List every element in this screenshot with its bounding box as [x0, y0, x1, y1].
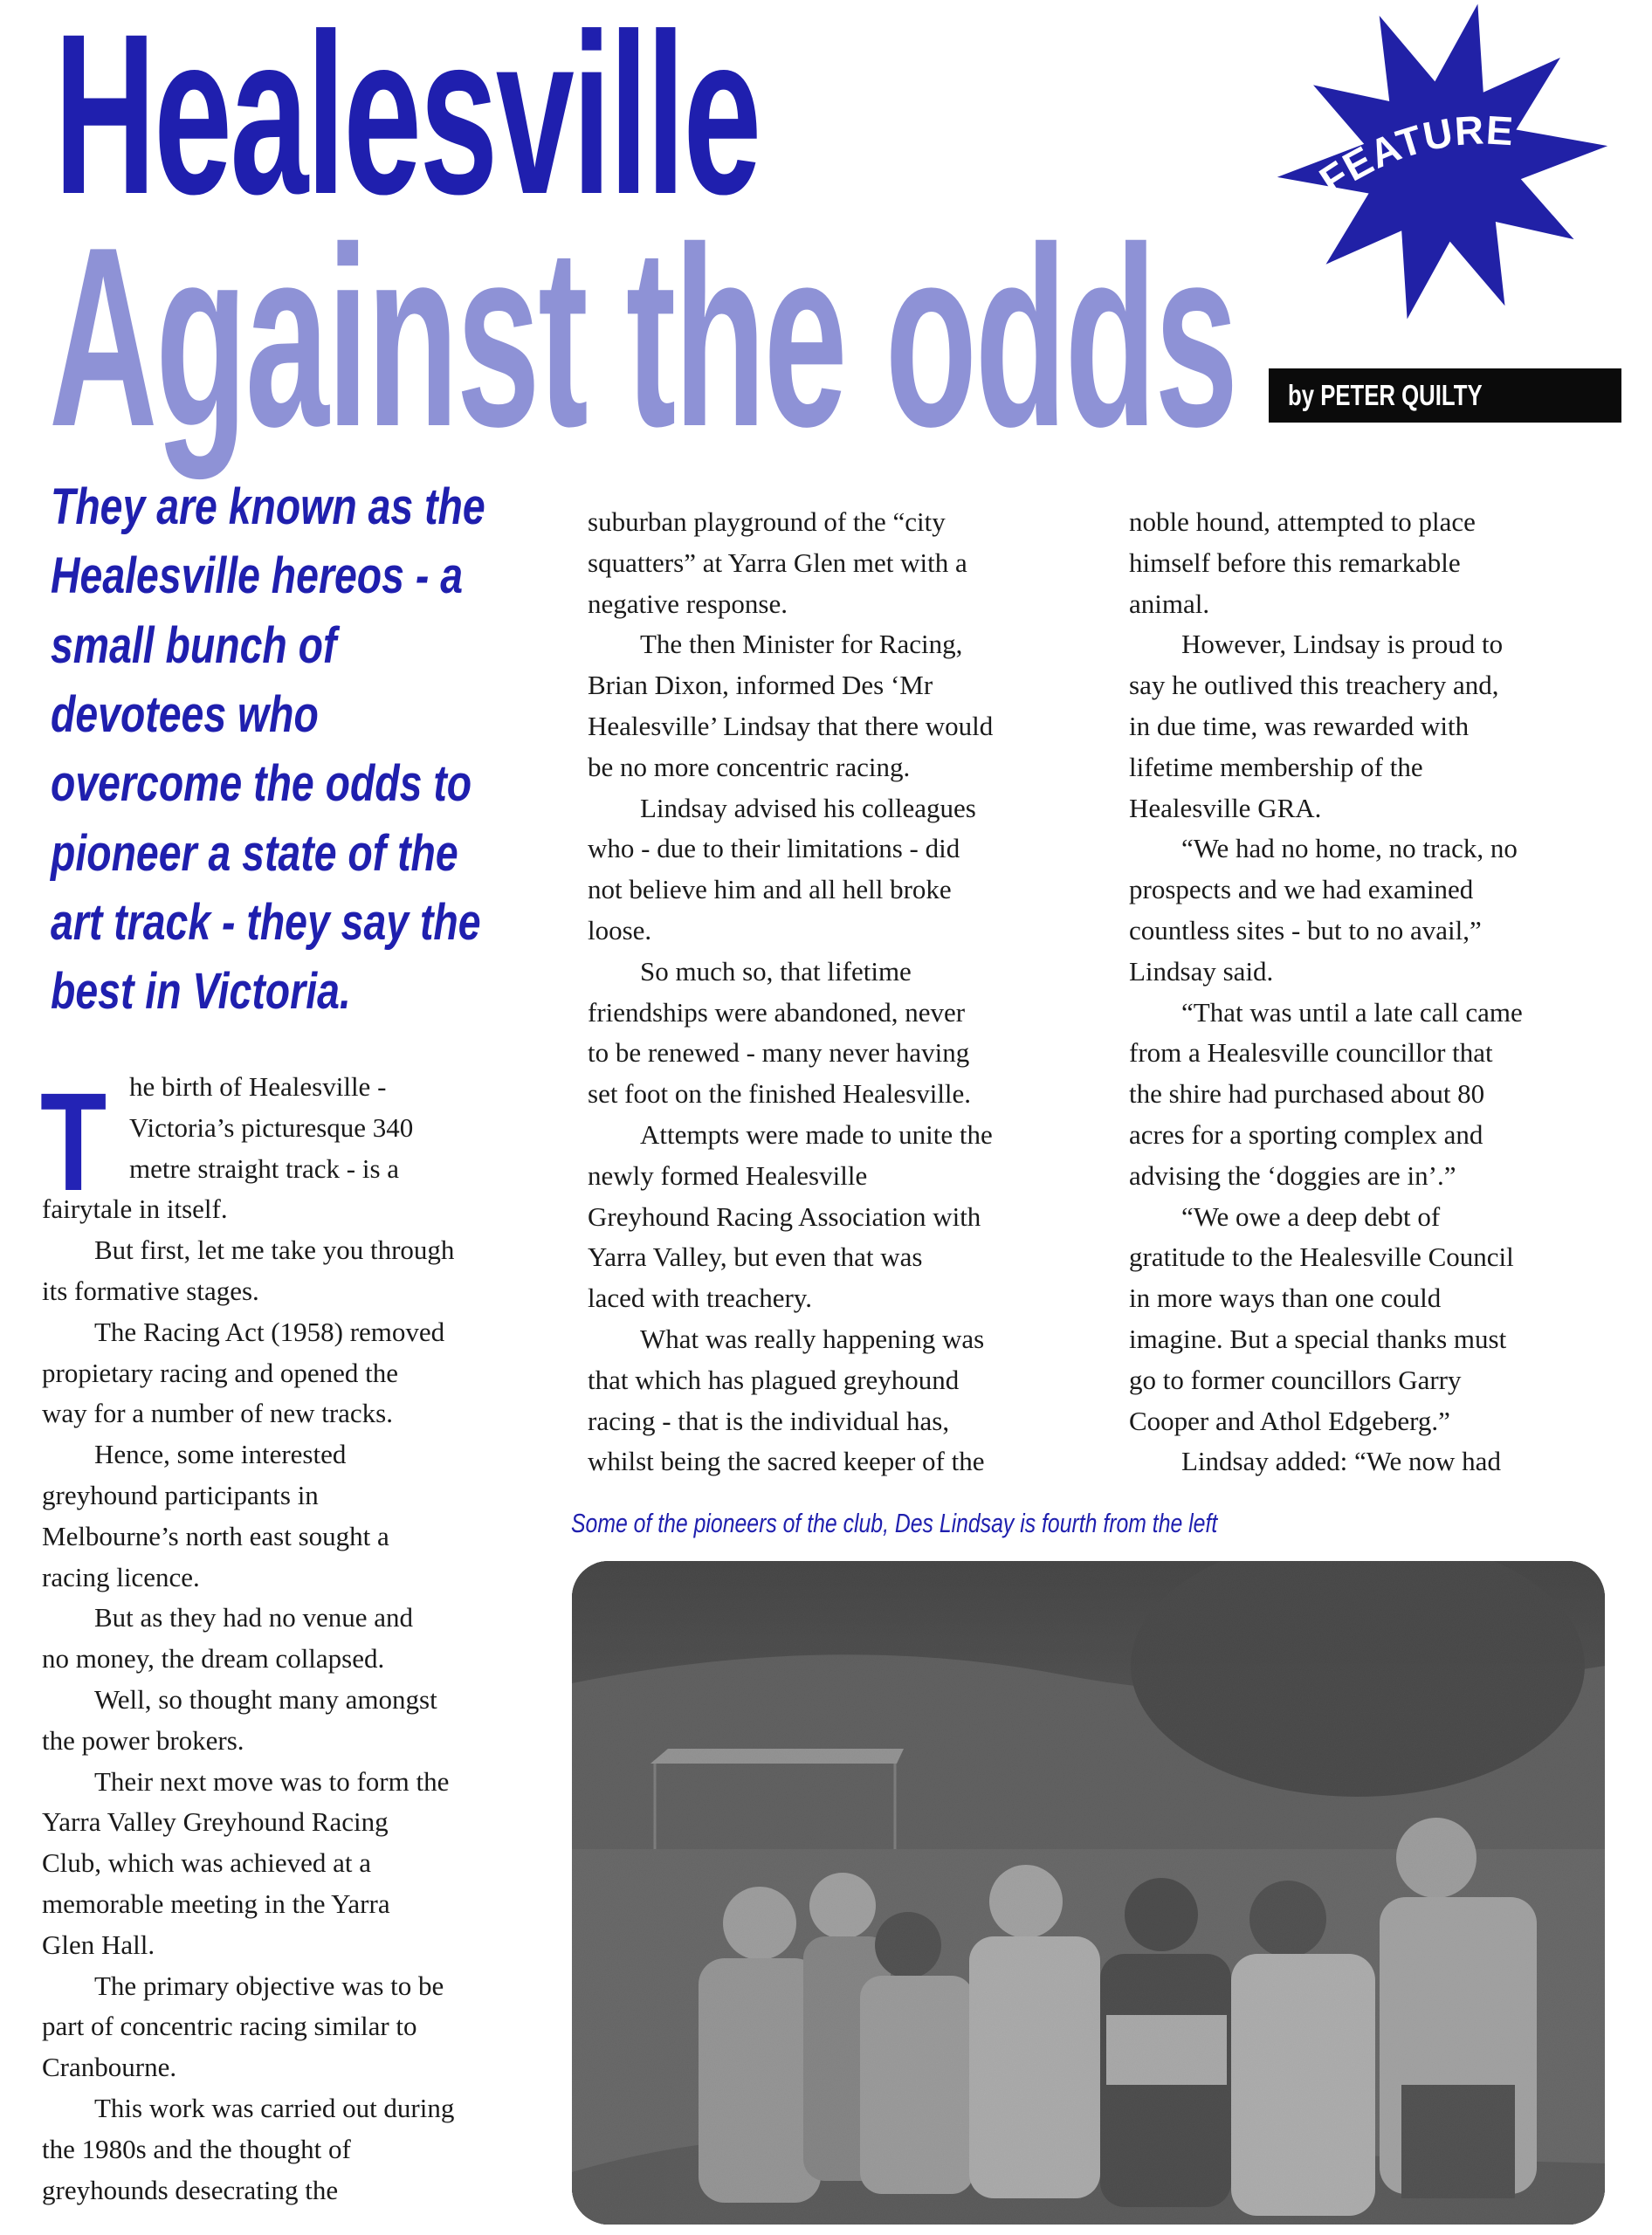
body-text-line: propietary racing and opened the [42, 1357, 398, 1388]
body-text-line: imagine. But a special thanks must [1129, 1324, 1507, 1354]
body-text-line: friendships were abandoned, never [588, 996, 966, 1028]
body-text-line: Brian Dixon, informed Des ‘Mr [588, 670, 933, 701]
body-text-line: acres for a sporting complex and [1129, 1119, 1483, 1150]
body-text-line: Lindsay added: “We now had [1181, 1446, 1501, 1477]
body-text-line: prospects and we had examined [1129, 874, 1474, 905]
body-text-line: go to former councillors Garry [1129, 1364, 1462, 1395]
body-text-line: loose. [588, 915, 652, 946]
drop-cap: T [40, 1063, 107, 1220]
body-text-line: not believe him and all hell broke [588, 874, 952, 905]
body-text-line: no money, the dream collapsed. [42, 1643, 385, 1675]
body-text-line: Yarra Valley Greyhound Racing [42, 1806, 389, 1838]
body-text-line: from a Healesville councillor that [1129, 1037, 1493, 1069]
body-text-line: Healesville GRA. [1129, 792, 1322, 823]
body-text-line: advising the ‘doggies are in’.” [1129, 1159, 1456, 1191]
body-text-line: he birth of Healesville - [129, 1071, 387, 1102]
body-text-line: The Racing Act (1958) removed [94, 1316, 445, 1347]
body-text-line: be no more concentric racing. [588, 751, 911, 782]
body-text-line: Cooper and Athol Edgeberg.” [1129, 1405, 1450, 1436]
body-text-line: who - due to their limitations - did [588, 833, 960, 864]
body-text-line: “That was until a late call came [1181, 996, 1523, 1028]
body-text-line: lifetime membership of the [1129, 751, 1423, 782]
body-text-line: metre straight track - is a [129, 1152, 400, 1184]
body-text-line: Melbourne’s north east sought a [42, 1520, 389, 1551]
body-text-line: Lindsay advised his colleagues [640, 792, 976, 823]
body-text-line: in due time, was rewarded with [1129, 711, 1470, 741]
standfirst-line: art track - they say the [51, 893, 481, 951]
feature-badge-label: FEATURE [1311, 107, 1516, 204]
body-text-line: Victoria’s picturesque 340 [129, 1111, 414, 1143]
body-text-line: part of concentric racing similar to [42, 2011, 417, 2042]
byline: by PETER QUILTY [1288, 379, 1483, 411]
body-text-line: suburban playground of the “city [588, 506, 946, 537]
body-text-line: racing licence. [42, 1561, 200, 1592]
headline-line-1: Healesville [54, 0, 760, 242]
body-text-line: the power brokers. [42, 1724, 244, 1756]
feature-badge [1249, 0, 1642, 323]
byline-bar [1269, 368, 1621, 423]
body-text-line: way for a number of new tracks. [42, 1398, 393, 1429]
body-text-line: But as they had no venue and [94, 1602, 414, 1633]
body-text-line: gratitude to the Healesville Council [1129, 1241, 1514, 1273]
body-text-line: The then Minister for Racing, [640, 629, 963, 660]
body-text-line: greyhound participants in [42, 1480, 319, 1510]
body-text-line: animal. [1129, 588, 1210, 619]
body-text-line: This work was carried out during [94, 2093, 455, 2123]
body-text-line: fairytale in itself. [42, 1193, 228, 1225]
body-text-line: Lindsay said. [1129, 955, 1274, 987]
body-text-line: himself before this remarkable [1129, 547, 1461, 578]
body-text-line: Cranbourne. [42, 2052, 177, 2083]
body-text-line: Attempts were made to unite the [640, 1119, 993, 1150]
body-text-line: Glen Hall. [42, 1929, 155, 1960]
body-text-line: “We had no home, no track, no [1181, 833, 1518, 864]
body-text-line: its formative stages. [42, 1276, 259, 1306]
body-text-line: the shire had purchased about 80 [1129, 1078, 1485, 1110]
body-text-line: in more ways than one could [1129, 1283, 1442, 1314]
body-text-line: laced with treachery. [588, 1283, 813, 1314]
body-text-line: negative response. [588, 588, 788, 619]
group-photo [572, 1561, 1605, 2225]
body-text-line: greyhounds desecrating the [42, 2174, 339, 2205]
body-text-line: newly formed Healesville [588, 1159, 868, 1191]
body-text-line: “We owe a deep debt of [1181, 1200, 1441, 1232]
body-text-line: The primary objective was to be [94, 1970, 444, 2001]
body-text-line: What was really happening was [640, 1324, 985, 1354]
body-text-line: whilst being the sacred keeper of the [588, 1446, 985, 1477]
standfirst-line: best in Victoria. [51, 963, 351, 1021]
body-text-line: racing - that is the individual has, [588, 1405, 950, 1436]
standfirst-line: They are known as the [51, 478, 485, 535]
headline-line-2: Against the odds [49, 195, 1236, 480]
body-text-line: Club, which was achieved at a [42, 1847, 372, 1879]
standfirst-line: Healesville hereos - a [51, 547, 463, 605]
photo-caption: Some of the pioneers of the club, Des Lindsay is fourth from the left [571, 1508, 1218, 1538]
standfirst-line: devotees who [51, 685, 319, 743]
standfirst-line: overcome the odds to [51, 755, 472, 813]
standfirst-line: pioneer a state of the [51, 824, 458, 882]
body-text-line: the 1980s and the thought of [42, 2133, 351, 2164]
star-burst-icon [1249, 0, 1642, 323]
body-text-line: Healesville’ Lindsay that there would [588, 711, 994, 741]
body-text-line: squatters” at Yarra Glen met with a [588, 547, 967, 578]
body-text-line: say he outlived this treachery and, [1129, 670, 1499, 701]
body-text-line: memorable meeting in the Yarra [42, 1888, 390, 1919]
body-text-line: Hence, some interested [94, 1439, 347, 1470]
body-text-line: Well, so thought many amongst [94, 1684, 437, 1715]
body-text-line: that which has plagued greyhound [588, 1364, 960, 1395]
body-text-line: Their next move was to form the [94, 1765, 450, 1797]
body-text-line: noble hound, attempted to place [1129, 506, 1476, 537]
body-text-line: set foot on the finished Healesville. [588, 1078, 972, 1110]
body-text-line: countless sites - but to no avail,” [1129, 915, 1482, 946]
body-text-line: However, Lindsay is proud to [1181, 629, 1504, 660]
standfirst-line: small bunch of [51, 616, 337, 674]
body-text-line: So much so, that lifetime [640, 955, 912, 987]
body-text-line: Greyhound Racing Association with [588, 1200, 981, 1232]
body-text-line: But first, let me take you through [94, 1234, 455, 1266]
body-text-line: Yarra Valley, but even that was [588, 1241, 923, 1273]
body-text-line: to be renewed - many never having [588, 1037, 970, 1069]
